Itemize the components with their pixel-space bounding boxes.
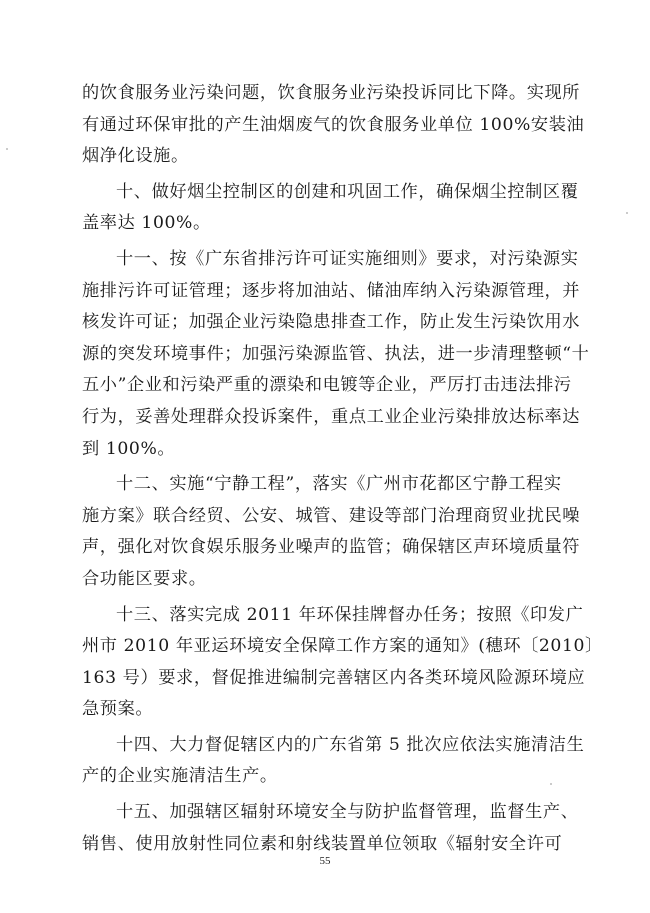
- scan-speck: [550, 783, 552, 785]
- text-line: 十五、加强辖区辐射环境安全与防护监督管理，监督生产、: [116, 802, 579, 823]
- text-line: 行为，妥善处理群众投诉案件，重点工业企业污染排放达标率达: [82, 406, 581, 427]
- text-line: 到 100%。: [82, 438, 176, 459]
- text-line: 烟净化设施。: [82, 146, 189, 167]
- paragraph-item-15: [82, 797, 579, 860]
- text-line: 163 号）要求，督促推进编制完善辖区内各类环境风险源环境应: [82, 667, 586, 688]
- text-line: 急预案。: [82, 699, 154, 720]
- text-line: 合功能区要求。: [82, 568, 207, 589]
- text-line: 十一、按《广东省排污许可证实施细则》要求，对污染源实: [116, 248, 579, 269]
- paragraph-item-11: [82, 244, 590, 465]
- text-line: 五小”企业和污染严重的漂染和电镀等企业，严厉打击违法排污: [82, 375, 572, 396]
- text-line: 核发许可证；加强企业污染隐患排查工作，防止发生污染饮用水: [82, 312, 581, 333]
- body-text: [82, 78, 603, 860]
- text-line: 十、做好烟尘控制区的创建和巩固工作，确保烟尘控制区覆: [116, 181, 579, 202]
- text-line: 声，强化对饮食娱乐服务业噪声的监管；确保辖区声环境质量符: [82, 537, 581, 558]
- paragraph-item-14: [82, 730, 585, 793]
- text-line: 产的企业实施清洁生产。: [82, 766, 278, 787]
- text-line: 十四、大力督促辖区内的广东省第 5 批次应依法实施清洁生: [116, 734, 585, 755]
- paragraph-item-13: [82, 600, 603, 726]
- text-line: 十三、落实完成 2011 年环保挂牌督办任务；按照《印发广: [116, 604, 584, 625]
- text-line: 十二、实施“宁静工程”，落实《广州市花都区宁静工程实: [116, 474, 562, 495]
- text-line: 施排污许可证管理；逐步将加油站、储油库纳入污染源管理，并: [82, 280, 581, 301]
- paragraph-item-12: [82, 469, 581, 595]
- scan-speck: [626, 212, 628, 214]
- page-number: 55: [319, 855, 331, 867]
- text-line: 州市 2010 年亚运环境安全保障工作方案的通知》(穗环〔2010〕: [82, 636, 603, 657]
- text-line: 销售、使用放射性同位素和射线装置单位领取《辐射安全许可: [82, 833, 563, 854]
- text-line: 源的突发环境事件；加强污染源监管、执法，进一步清理整顿“十: [82, 343, 590, 364]
- scan-speck: [6, 148, 8, 150]
- text-line: 有通过环保审批的产生油烟废气的饮食服务业单位 100%安装油: [82, 114, 585, 135]
- text-line: 施方案》联合经贸、公安、城管、建设等部门治理商贸业扰民噪: [82, 505, 581, 526]
- text-line: 的饮食服务业污染问题，饮食服务业污染投诉同比下降。实现所: [82, 83, 581, 103]
- paragraph-continuation: [82, 78, 585, 173]
- text-line: 盖率达 100%。: [82, 213, 211, 234]
- paragraph-item-10: [82, 177, 579, 240]
